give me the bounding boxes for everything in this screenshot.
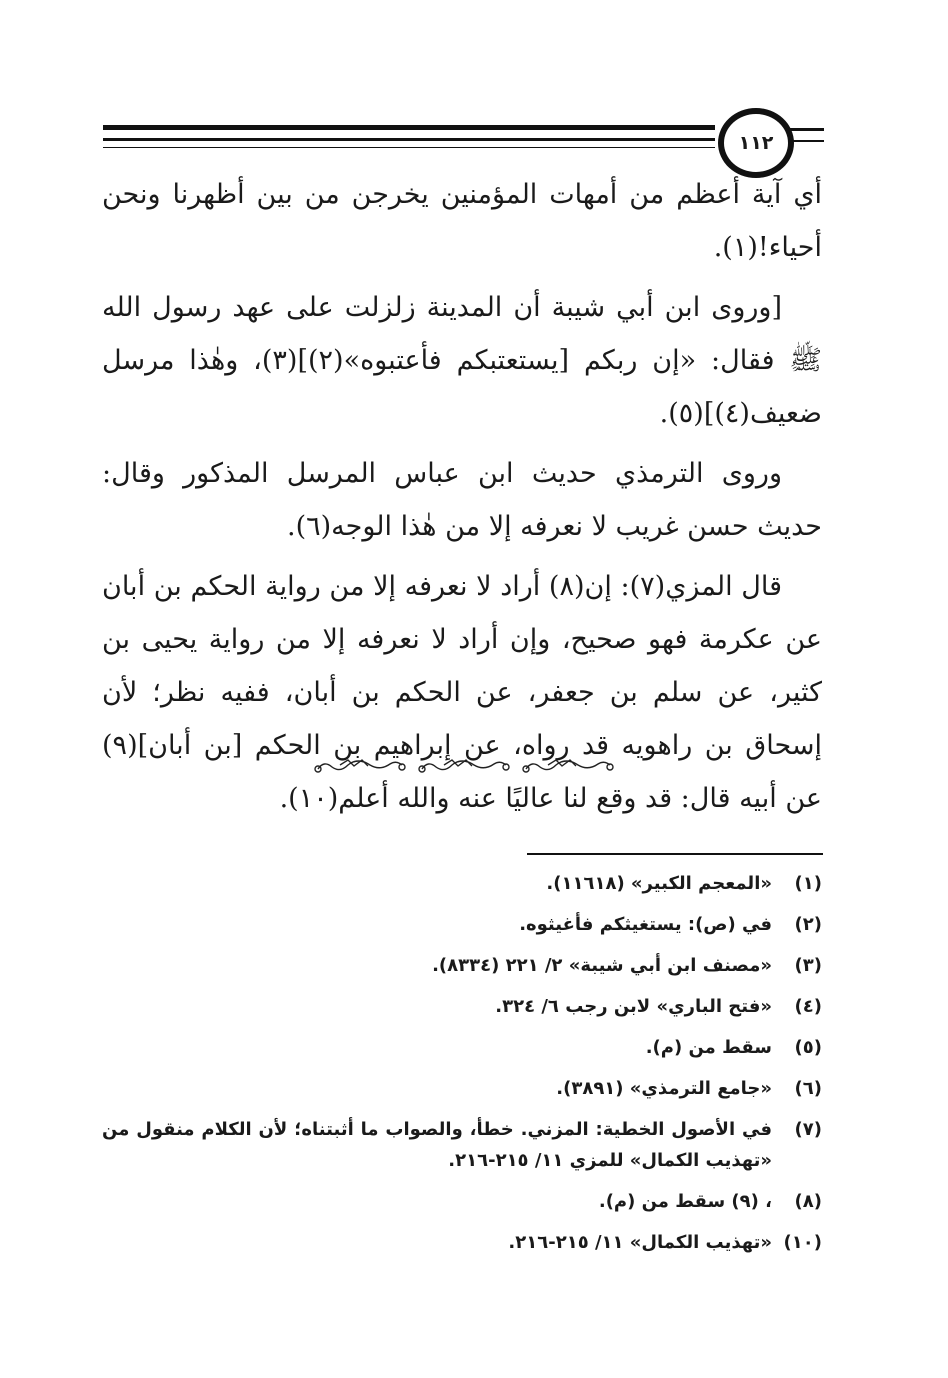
footnote [102, 1032, 822, 1063]
footnote [102, 909, 822, 940]
paragraph: وروى الترمذي حديث ابن عباس المرسل المذكور وقال: حديث حسن غريب لا نعرفه إلا من هٰذا الوجه(٦). [102, 458, 822, 542]
main-text [102, 168, 822, 832]
footnote-text: ، (٩) سقط من (م). [598, 1191, 772, 1212]
footnote-separator [527, 853, 823, 855]
ornament-divider [310, 752, 620, 782]
footnote-number: (٨) [794, 1191, 822, 1212]
footnote-number: (٢) [794, 914, 822, 935]
footnote-text: سقط من (م). [645, 1037, 772, 1058]
header-rule [103, 125, 715, 130]
footnote-number: (٥) [794, 1037, 822, 1058]
header-rule-short [790, 128, 824, 131]
footnote [102, 1227, 822, 1258]
footnote-text: «تهذيب الكمال» ١١/ ٢١٥-٢١٦. [508, 1232, 772, 1253]
footnote-number: (١) [794, 873, 822, 894]
paragraph: أي آية أعظم من أمهات المؤمنين يخرجن من بين أظهرنا ونحن أحياء!(١). [102, 179, 822, 263]
footnote [102, 950, 822, 981]
footnote-text: «جامع الترمذي» (٣٨٩١). [556, 1078, 772, 1099]
footnote [102, 991, 822, 1022]
paragraph: قال المزي(٧): إن(٨) أراد لا نعرفه إلا من رواية الحكم بن أبان عن عكرمة فهو صحيح، وإن أراد لا نعرفه إلا من رواية يحيى بن كثير، عن سلم بن جعفر، عن الحكم بن أبان، ففيه نظر؛ لأن إسحاق بن راهويه قد رواه، عن إبراهيم بن الحكم [بن أبان](٩) عن أبيه قال: قد وقع لنا عاليًا عنه والله أعلم(١٠). [102, 571, 822, 814]
footnote [102, 1073, 822, 1104]
footnote-text: «مصنف ابن أبي شيبة» ٢/ ٢٢١ (٨٣٣٤). [432, 955, 772, 976]
page-number: ١١٢ [738, 132, 774, 154]
footnote-text: في الأصول الخطية: المزني. خطأ، والصواب ما أثبتناه؛ لأن الكلام منقول من «تهذيب الكمال» للمزي ١١/ ٢١٥-٢١٦. [102, 1119, 772, 1171]
footnote-text: في (ص): يستغيثكم فأغيثوه. [519, 914, 772, 935]
footnote-number: (٧) [794, 1119, 822, 1140]
footnote [102, 1186, 822, 1217]
header-rule [103, 138, 715, 141]
footnote-number: (٦) [794, 1078, 822, 1099]
footnote-number: (٤) [794, 996, 822, 1017]
footnote-number: (١٠) [783, 1232, 822, 1253]
footnote-number: (٣) [794, 955, 822, 976]
header-rule [103, 147, 715, 148]
header-rule-short [790, 140, 824, 142]
footnote-text: «فتح الباري» لابن رجب ٦/ ٣٢٤. [495, 996, 772, 1017]
footnote [102, 868, 822, 899]
footnotes [102, 868, 822, 1268]
footnote [102, 1114, 822, 1176]
paragraph: [وروى ابن أبي شيبة أن المدينة زلزلت على عهد رسول الله ﷺ فقال: «إن ربكم [يستعتبكم فأعتبوه»(٢)](٣)، وهٰذا مرسل ضعيف(٤)](٥). [102, 292, 822, 429]
footnote-text: «المعجم الكبير» (١١٦١٨). [546, 873, 772, 894]
